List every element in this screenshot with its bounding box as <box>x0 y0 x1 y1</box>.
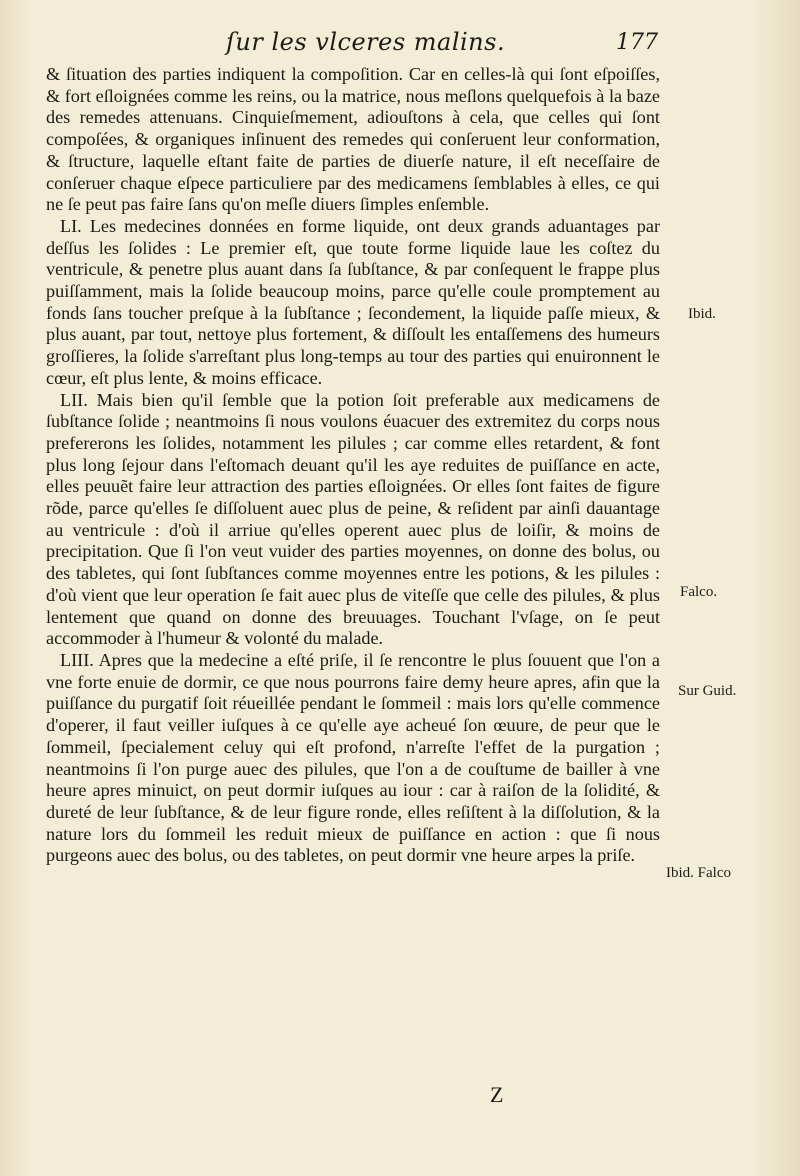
paragraph-number: LII. <box>60 389 88 410</box>
margin-note: Ibid. <box>688 306 716 322</box>
signature-mark: Z <box>490 1082 504 1107</box>
paragraph-liii <box>46 650 660 867</box>
margin-note: Ibid. Falco <box>666 865 731 881</box>
running-title: ſur les vlceres malins. <box>226 28 506 56</box>
text-body <box>46 64 660 867</box>
paragraph-text: Mais bien qu'il ſemble que la potion ſoit preferable aux medicamens de ſubſtance ſolide ; neantmoins ſi nous voulons éuacuer des extremitez du corps nous prefererons les ſolides, notamment les pilules ; car comme elles retardent, & font plus long ſejour dans l'eſtomach deuant qu'il les aye reduites de puiſſance en acte, elles peuuẽt faire leur attraction des parties eſloignées. Or elles ſont faites de figure rõde, parce qu'elles ſe diſſoluent auec plus de peine, & reſident par ainſi dauantage au ventricule : d'où il arriue qu'elles operent auec plus de loiſir, & moins de precipitation. Que ſi l'on veut vuider des parties moyennes, on donne des bolus, ou des tabletes, qui ſont ſubſtances comme moyennes entre les potions, & les pilules : d'où vient que leur operation ſe fait auec plus de viteſſe que celle des pilules, & plus lentement que quand on donne des breuuages. Touchant l'vſage, on ſe peut accommoder à l'humeur & volonté du malade. <box>46 389 660 649</box>
paragraph-text: Apres que la medecine a eſté priſe, il ſe rencontre le plus ſouuent que l'on a vne forte enuie de dormir, ce que nous pourrons faire demy heure apres, afin que la puiſſance du purgatif ſoit réueillée pendant le ſommeil : mais lors qu'elle commence d'operer, il faut veiller iuſques à ce qu'elle aye acheué ſon œuure, de peur que le ſommeil, ſpecialement celuy qui eſt profond, n'arreſte l'effet de la purgation ; neantmoins ſi l'on purge auec des pilules, que l'on a de couſtume de bailler à vne heure apres minuict, on peut dormir iuſques au iour : car à raiſon de la ſolidité, & dureté de leur ſubſtance, & de leur figure ronde, elles reſiſtent à la diſſolution, & la nature lors du ſommeil les reduit mieux de puiſſance en action : que ſi nous purgeons auec des bolus, ou des tabletes, on peut dormir vne heure arpes la priſe. <box>46 649 660 866</box>
page-header <box>46 28 658 62</box>
paragraph-number: LIII. <box>60 649 94 670</box>
paragraph-li <box>46 216 660 390</box>
paragraph-number: LI. <box>60 215 82 236</box>
page-number: 177 <box>616 30 658 55</box>
paragraph-text: Les medecines données en forme liquide, ont deux grands aduantages par deſſus les ſolides : Le premier eſt, que toute forme liquide laue les coſtez du ventricule, & penetre plus auant dans ſa ſubſtance, & par conſequent le frappe plus puiſſamment, mais la ſolide beaucoup moins, parce qu'elle coule promptement au fonds ſans toucher preſque à la ſubſtance ; ſecondement, la liquide paſſe mieux, & plus auant, par tout, nettoye plus fortement, & diſſoult les entaſſemens des humeurs groſſieres, la ſolide s'arreſtant plus long-temps au tour des parties qui enuironnent le cœur, eſt plus lente, & moins efficace. <box>46 215 661 388</box>
paragraph-text: & ſituation des parties indiquent la compoſition. Car en celles-là qui ſont eſpoiſſes, & fort eſloignées comme les reins, ou la matrice, nous meſlons quelquefois à la baze des remedes attenuans. Cinquieſmement, adiouſtons à cela, que celles qui ſont compoſées, & organiques inſinuent des remedes qui conſeruent leur conformation, & ſtructure, laquelle eſtant faite de parties de diuerſe nature, il eſt neceſſaire de conſeruer chaque eſpece particuliere par des medicamens ſemblables à elles, ce qui ne ſe peut pas faire ſans qu'on meſle diuers ſimples enſemble. <box>46 64 660 215</box>
paragraph-continuation <box>46 64 660 216</box>
paragraph-lii <box>46 390 660 650</box>
margin-note: Sur Guid. <box>678 683 737 699</box>
margin-note: Falco. <box>680 584 718 600</box>
